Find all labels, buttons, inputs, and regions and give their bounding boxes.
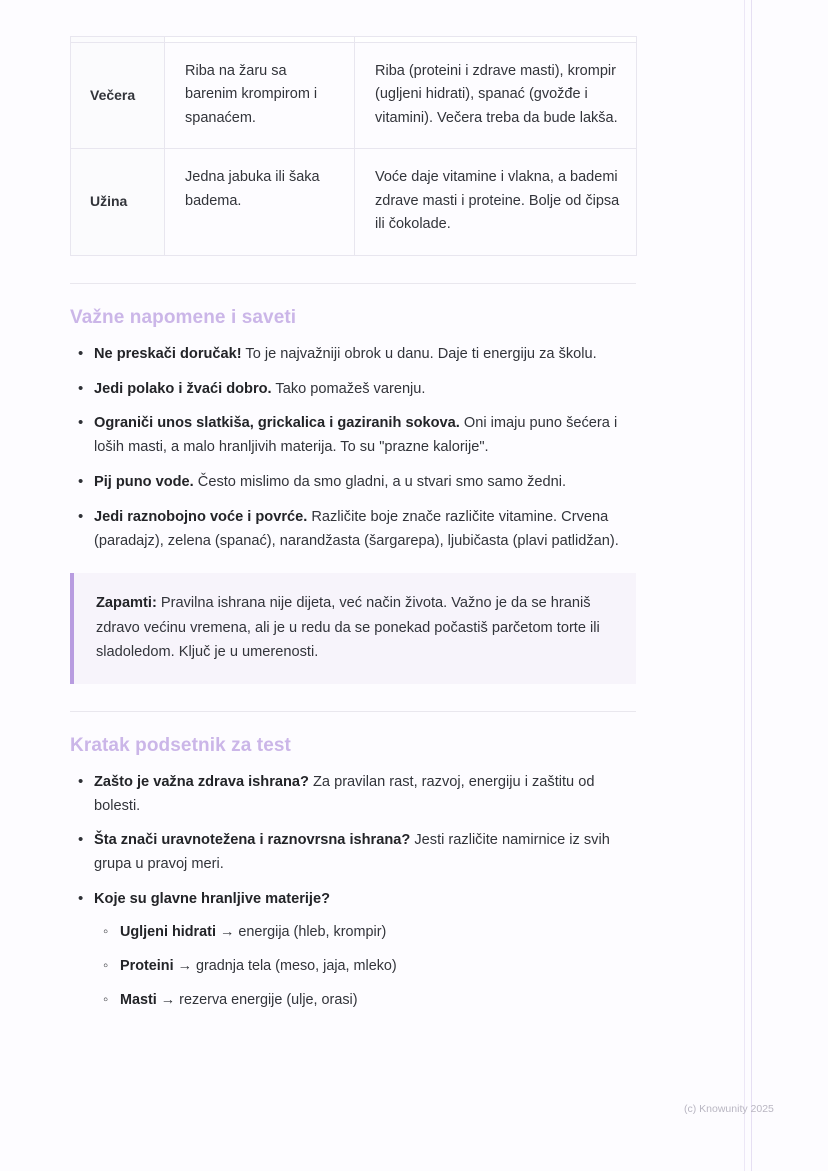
table-cell-notes: Voće daje vitamine i vlakna, a bademi zdrave masti i proteine. Bolje od čipsa ili čokolade. (355, 149, 637, 255)
list-item-text: Često mislimo da smo gladni, a u stvari smo samo žedni. (193, 474, 567, 491)
page-edge-rule-outer (744, 0, 745, 1171)
list-item (94, 412, 636, 460)
list-item (120, 921, 636, 944)
list-item (94, 829, 636, 877)
list-item-text: → rezerva energije (ulje, orasi) (156, 991, 358, 1008)
meal-plan-table (70, 36, 637, 256)
table-row (71, 43, 637, 149)
list-item-lead: Proteini (120, 957, 174, 974)
section-divider (70, 283, 636, 284)
list-item (120, 955, 636, 978)
callout-text: Pravilna ishrana nije dijeta, već način života. Važno je da se hraniš zdravo većinu vremena, ali je u redu da se ponekad počastiš parčetom torte ili sladoledom. Ključ je u umerenosti. (96, 595, 600, 661)
list-item-lead: Ugljeni hidrati (120, 923, 216, 940)
list-item-text: Jesti različite namirnice iz svih grupa u pravoj meri. (94, 832, 610, 873)
list-item-text: → energija (hleb, krompir) (215, 923, 387, 940)
footer-copyright: (c) Knowunity 2025 (684, 1103, 774, 1115)
list-item (94, 471, 636, 495)
table-cell-meal: Užina (71, 149, 165, 255)
list-item-text: Različite boje znače različite vitamine. Crvena (paradajz), zelena (spanać), narandžasta (šargarepa), ljubičasta (plavi patlidžan). (94, 508, 619, 549)
list-item-lead: Koje su glavne hranljive materije? (94, 891, 331, 908)
list-item-text: Za pravilan rast, razvoj, energiju i zaštitu od bolesti. (94, 773, 595, 814)
callout-lead: Zapamti: (96, 595, 157, 612)
callout-remember (70, 573, 636, 684)
document-body (70, 0, 636, 1023)
table-cell-notes: Riba (proteini i zdrave masti), krompir (ugljeni hidrati), spanać (gvožđe i vitamini). Večera treba da bude lakša. (355, 43, 637, 149)
section-divider (70, 711, 636, 712)
list-item (94, 343, 636, 367)
list-item (120, 989, 636, 1012)
list-item-lead: Ne preskači doručak! (94, 345, 242, 362)
list-item-text: To je najvažniji obrok u danu. Daje ti energiju za školu. (241, 345, 597, 362)
list-item (94, 888, 636, 1012)
list-item-lead: Šta znači uravnotežena i raznovrsna ishrana? (94, 832, 411, 849)
list-item-text: Tako pomažeš varenju. (271, 380, 426, 397)
list-item (94, 771, 636, 819)
list-item (94, 506, 636, 554)
list-item-lead: Jedi raznobojno voće i povrće. (94, 508, 308, 525)
list-item-lead: Pij puno vode. (94, 474, 194, 491)
list-item-text: → gradnja tela (meso, jaja, mleko) (173, 957, 397, 974)
table-cell-description: Riba na žaru sa barenim krompirom i spanaćem. (165, 43, 355, 149)
section-heading-tips: Važne napomene i saveti (70, 306, 297, 328)
table-row (71, 149, 637, 255)
list-item (94, 378, 636, 402)
list-item-lead: Masti (120, 991, 157, 1008)
table-cell-description: Jedna jabuka ili šaka badema. (165, 149, 355, 255)
page-edge-rule-inner (751, 0, 752, 1171)
list-item-lead: Zašto je važna zdrava ishrana? (94, 773, 309, 790)
list-item-lead: Ograniči unos slatkiša, grickalica i gaziranih sokova. (94, 415, 460, 432)
table-cell-meal: Večera (71, 43, 165, 149)
tips-list (70, 343, 636, 553)
reminder-list (70, 771, 636, 1012)
list-item-lead: Jedi polako i žvaći dobro. (94, 380, 272, 397)
section-heading-reminder: Kratak podsetnik za test (70, 734, 291, 756)
list-item-text: Oni imaju puno šećera i loših masti, a malo hranljivih materija. To su "prazne kalorije". (94, 415, 618, 456)
nutrient-sublist (94, 921, 636, 1012)
